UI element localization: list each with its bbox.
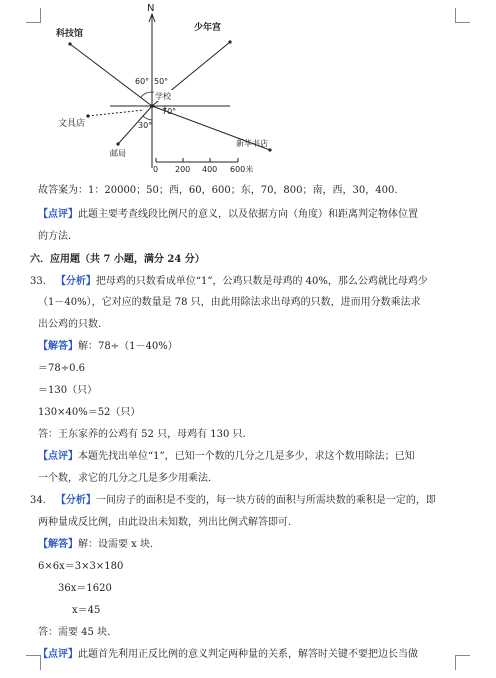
q33-step: ＝130（只）	[38, 385, 98, 396]
q33-analysis: 33． 【分析】把母鸡的只数看成单位“1”，公鸡只数是母鸡的 40%，那么公鸡就比母鸡少	[30, 276, 428, 287]
science-museum-label: 科技馆	[56, 29, 84, 39]
q34-step: x＝45	[72, 605, 101, 616]
q33-comment-cont: 一个数，求它的几分之几是多少用乘法．	[38, 473, 218, 484]
location-diagram	[40, 0, 300, 176]
line-science-museum	[70, 44, 152, 106]
angle-60-label: 60°	[135, 77, 150, 86]
q34-answer: 答：需要 45 块．	[38, 627, 118, 638]
q34-step: 36x＝1620	[58, 583, 112, 594]
q34-solution: 【解答】解：设需要 x 块．	[38, 539, 160, 550]
scale-tick-600: 600米	[230, 165, 254, 174]
scale-tick-0: 0	[153, 165, 159, 174]
scale-tick-200: 200	[175, 165, 191, 174]
q34-comment: 【点评】此题首先利用正反比例的意义判定两种量的关系，解答时关键不要把边长当做	[38, 649, 418, 660]
stationery-label: 文具店	[58, 119, 86, 129]
arc-30	[143, 116, 152, 120]
q33-solution: 【解答】解：78÷（1－40%）	[38, 341, 178, 352]
stationery-point	[86, 114, 89, 117]
q33-step: ＝78÷0.6	[38, 363, 86, 374]
comment-line-cont: 的方法．	[38, 231, 78, 242]
q34-step: 6×6x＝3×3×180	[38, 561, 124, 572]
q33-answer: 答：王东家养的公鸡有 52 只，母鸡有 130 只．	[38, 429, 253, 440]
post-office-label: 邮局	[110, 149, 126, 158]
q34-analysis-cont: 两种量成反比例，由此设出未知数，列出比例式解答即可．	[38, 517, 298, 528]
science-museum-point	[68, 42, 71, 45]
answer-line: 故答案为：1：20000；50；西，60，600；东，70，800；南，西，30，400．	[38, 185, 405, 196]
line-stationery	[88, 110, 144, 116]
section-heading: 六．应用题（共 7 小题，满分 24 分）	[30, 254, 205, 265]
north-label: N	[147, 3, 155, 14]
arc-60	[141, 92, 152, 97]
q34-analysis: 34． 【分析】一间房子的面积是不变的，每一块方砖的面积与所需块数的乘积是一定的，即	[30, 495, 436, 506]
scale-tick-400: 400	[202, 165, 218, 174]
bookstore-point	[268, 148, 271, 151]
youth-palace-label: 少年宫	[194, 23, 222, 33]
q33-analysis-cont: （1－40%），它对应的数量是 78 只，由此用除法求出母鸡的只数，进而用分数乘法求	[38, 297, 421, 308]
angle-30-label: 30°	[138, 121, 153, 130]
post-office-point	[116, 142, 119, 145]
angle-70-label: 70°	[162, 107, 177, 116]
school-point	[150, 104, 154, 108]
corner-mark	[455, 8, 470, 23]
bookstore-label: 新华书店	[236, 139, 268, 148]
school-label: 学校	[155, 92, 171, 101]
corner-mark	[26, 8, 41, 23]
q33-analysis-cont: 出公鸡的只数．	[38, 319, 108, 330]
comment-line: 【点评】此题主要考查线段比例尺的意义，以及依据方向（角度）和距离判定物体位置	[38, 209, 418, 220]
corner-mark	[455, 655, 470, 670]
q33-comment: 【点评】本题先找出单位“1”，已知一个数的几分之几是多少，求这个数用除法；已知	[38, 451, 415, 462]
angle-50-label: 50°	[154, 77, 169, 86]
youth-palace-point	[228, 40, 231, 43]
q33-step: 130×40%＝52（只）	[38, 407, 141, 418]
